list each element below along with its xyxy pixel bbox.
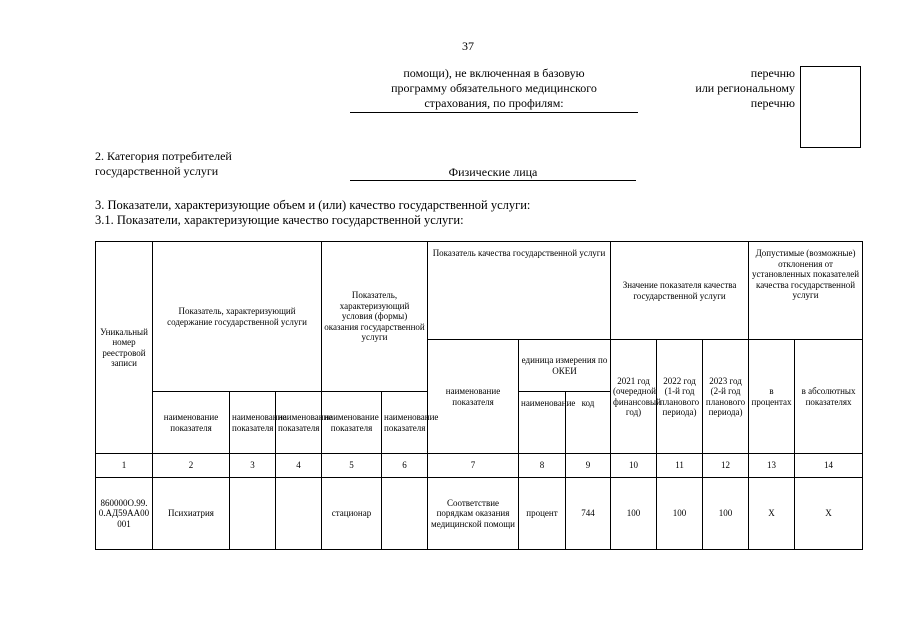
section-3-title: 3. Показатели, характеризующие объем и (или) качество государственной услуги: [95,198,531,212]
column-number: 2 [153,454,230,478]
service-name-line-1: помощи), не включенная в базовую [403,66,585,80]
cell-registry-number: 860000О.99.0.АД59АА00001 [96,478,153,550]
cell-content-indicator-2 [230,478,276,550]
column-number: 8 [519,454,566,478]
column-number: 12 [703,454,749,478]
consumer-category-label-line-2: государственной услуги [95,164,219,178]
column-number: 4 [276,454,322,478]
column-number: 7 [428,454,519,478]
subheader-conditions-indicator-2: наименование показателя [382,392,428,454]
header-quality-indicator-name: наименование показателя [428,340,519,454]
header-unit-code: код [566,392,611,454]
column-number: 6 [382,454,428,478]
consumer-category-label-line-1: 2. Категория потребителей [95,149,232,163]
column-number: 5 [322,454,382,478]
subheader-conditions-indicator-1: наименование показателя [322,392,382,454]
header-okei-unit: единица измерения по ОКЕИ [519,340,611,392]
page-number: 37 [462,39,474,53]
cell-conditions-indicator-1: стационар [322,478,382,550]
subheader-content-indicator-2: наименование показателя [230,392,276,454]
section-3-1-title: 3.1. Показатели, характеризующие качество государственной услуги: [95,213,464,227]
header-unique-number: Уникальный номер реестровой записи [96,242,153,454]
column-number: 1 [96,454,153,478]
cell-deviation-absolute: Х [795,478,863,550]
header-deviation-percent: в процентах [749,340,795,454]
header-allowed-deviation: Допустимые (возможные) отклонения от установленных показателей качества государственной услуги [749,242,863,340]
service-name-line-2: программу обязательного медицинского [391,81,597,95]
registry-code-box [800,66,861,148]
quality-indicators-table [95,241,863,550]
list-reference-line-2: или региональному [695,81,795,95]
header-indicator-value: Значение показателя качества государственной услуги [611,242,749,340]
cell-unit-name: процент [519,478,566,550]
header-year-2021: 2021 год (очередной финансовый год) [611,340,657,454]
cell-value-2021: 100 [611,478,657,550]
column-number: 3 [230,454,276,478]
service-name-tail [350,66,638,113]
cell-deviation-percent: Х [749,478,795,550]
service-name-line-3: страхования, по профилям: [424,96,564,110]
list-reference-line-3: перечню [750,96,795,110]
cell-quality-indicator-name: Соответствие порядкам оказания медицинской помощи [428,478,519,550]
column-number: 14 [795,454,863,478]
list-reference-line-1: перечню [750,66,795,80]
header-unit-name: наименование [519,392,566,454]
header-quality-indicator: Показатель качества государственной услуги [428,242,611,340]
cell-content-indicator-3 [276,478,322,550]
column-number: 10 [611,454,657,478]
header-content-indicator: Показатель, характеризующий содержание государственной услуги [153,242,322,392]
header-year-2023: 2023 год (2-й год планового периода) [703,340,749,454]
column-number: 9 [566,454,611,478]
list-reference [640,66,795,111]
subheader-content-indicator-1: наименование показателя [153,392,230,454]
column-number: 11 [657,454,703,478]
cell-value-2023: 100 [703,478,749,550]
consumer-category-value: Физические лица [350,165,636,181]
header-conditions-indicator: Показатель, характеризующий условия (формы) оказания государственной услуги [322,242,428,392]
subheader-content-indicator-3: наименование показателя [276,392,322,454]
cell-conditions-indicator-2 [382,478,428,550]
cell-value-2022: 100 [657,478,703,550]
header-deviation-absolute: в абсолютных показателях [795,340,863,454]
cell-content-indicator-1: Психиатрия [153,478,230,550]
cell-unit-code: 744 [566,478,611,550]
header-year-2022: 2022 год (1-й год планового периода) [657,340,703,454]
consumer-category-label [95,149,232,179]
column-number: 13 [749,454,795,478]
